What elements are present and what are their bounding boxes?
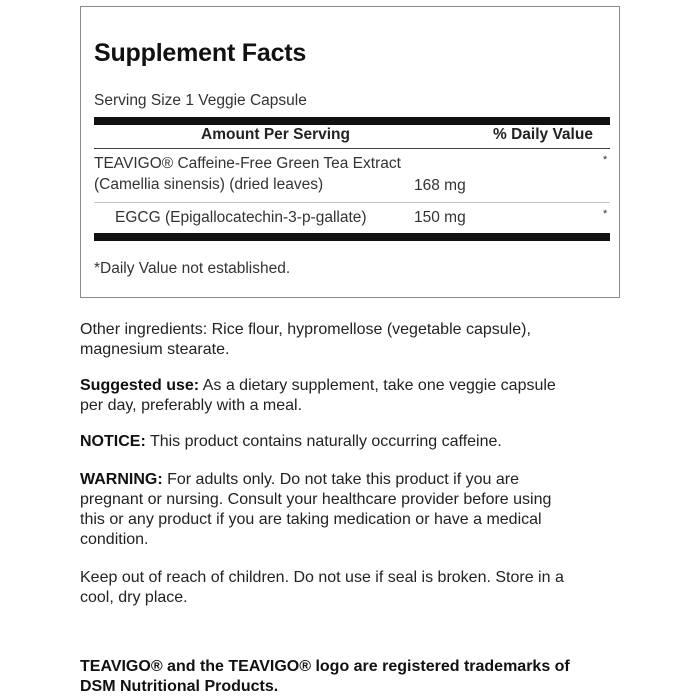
warning-line4: condition.: [80, 531, 149, 548]
suggested-use-line2: per day, preferably with a meal.: [80, 397, 303, 414]
ingredient-name-line2: (Camellia sinensis) (dried leaves): [94, 176, 324, 193]
suggested-use: [80, 376, 640, 416]
trademark-line1: TEAVIGO® and the TEAVIGO® logo are registered trademarks of: [80, 658, 570, 675]
warning: [80, 470, 640, 550]
warning-label: WARNING:: [80, 471, 163, 488]
daily-value-footnote: *Daily Value not established.: [94, 260, 291, 277]
notice: [80, 432, 640, 452]
warning-line3: this or any product if you are taking medication or have a medical: [80, 511, 542, 528]
thick-divider-top: [94, 117, 610, 125]
egcg-amount: 150 mg: [414, 209, 466, 226]
storage-line1: Keep out of reach of children. Do not use if seal is broken. Store in a: [80, 569, 564, 586]
egcg-name: EGCG (Epigallocatechin-3-p-gallate): [115, 209, 367, 226]
warning-line2: pregnant or nursing. Consult your healthcare provider before using: [80, 491, 552, 508]
supplement-facts-panel: [80, 6, 620, 298]
other-ingredients-line2: magnesium stearate.: [80, 341, 230, 358]
trademark-notice: [80, 657, 640, 697]
suggested-use-label: Suggested use:: [80, 377, 200, 394]
trademark-line2: DSM Nutritional Products.: [80, 678, 279, 695]
ingredient-name-line1: TEAVIGO® Caffeine-Free Green Tea Extract: [94, 155, 401, 172]
ingredient-amount: 168 mg: [414, 177, 466, 194]
egcg-daily-value: *: [603, 208, 608, 220]
suggested-use-line1: As a dietary supplement, take one veggie capsule: [199, 377, 556, 394]
daily-value-header: % Daily Value: [493, 126, 593, 143]
serving-size: Serving Size 1 Veggie Capsule: [94, 92, 307, 109]
warning-line1: For adults only. Do not take this product if you are: [162, 471, 519, 488]
storage-line2: cool, dry place.: [80, 589, 188, 606]
other-ingredients: [80, 320, 640, 360]
storage-instructions: [80, 568, 640, 608]
thick-divider-bottom: [94, 233, 610, 241]
amount-per-serving-header: Amount Per Serving: [201, 126, 350, 143]
row-divider: [94, 202, 610, 203]
notice-label: NOTICE:: [80, 433, 146, 450]
header-divider: [94, 148, 610, 149]
other-ingredients-line1: Other ingredients: Rice flour, hypromellose (vegetable capsule),: [80, 321, 531, 338]
notice-text: This product contains naturally occurring caffeine.: [145, 433, 502, 450]
ingredient-daily-value: *: [603, 154, 608, 166]
supplement-facts-title: Supplement Facts: [94, 39, 307, 67]
